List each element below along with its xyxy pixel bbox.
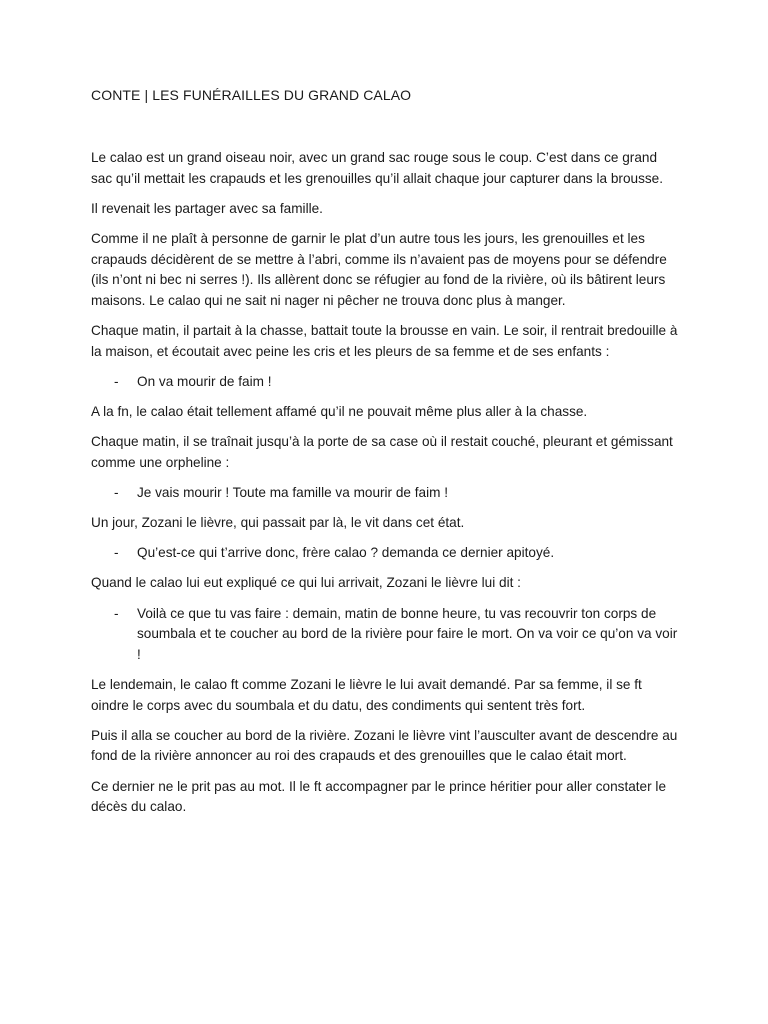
dash-marker: - [114, 373, 119, 389]
document-title: CONTE | LES FUNÉRAILLES DU GRAND CALAO [91, 87, 412, 103]
dialogue-line [91, 483, 679, 504]
dash-marker: - [114, 545, 119, 561]
paragraph: A la fn, le calao était tellement affamé qu’il ne pouvait même plus aller à la chasse. [91, 403, 588, 419]
paragraph: Le lendemain, le calao ft comme Zozani le lièvre le lui avait demandé. Par sa femme, il se ft oindre le corps avec du soumbala et du datu, des condiments qui sentent très fort. [91, 677, 642, 713]
dialogue-text: Je vais mourir ! Toute ma famille va mourir de faim ! [137, 484, 448, 500]
dialogue-line [91, 372, 679, 393]
paragraph: Un jour, Zozani le lièvre, qui passait par là, le vit dans cet état. [91, 515, 465, 531]
dialogue-text: On va mourir de faim ! [137, 373, 272, 389]
paragraph: Puis il alla se coucher au bord de la rivière. Zozani le lièvre vint l’ausculter avant de descendre au fond de la rivière annoncer au roi des crapauds et des grenouilles que le calao était mort. [91, 727, 678, 764]
dialogue-text: Qu’est-ce qui t’arrive donc, frère calao ? demanda ce dernier apitoyé. [137, 545, 555, 561]
paragraph: Ce dernier ne le prit pas au mot. Il le ft accompagner par le prince héritier pour aller constater le décès du calao. [91, 778, 666, 815]
dialogue-line [91, 543, 679, 564]
paragraph: Comme il ne plaît à personne de garnir le plat d’un autre tous les jours, les grenouilles et les crapauds décidèrent de se mettre à l’abri, comme ils n’avaient pas de moyens pour se défendre (ils n’ont ni bec ni serres !). Ils allèrent donc se réfugier au fond de la rivière, où ils bâtirent leurs maisons. Le calao qui ne sait ni nager ni pêcher ne trouva donc plus à manger. [91, 230, 667, 308]
dialogue-text: Voilà ce que tu vas faire : demain, matin de bonne heure, tu vas recouvrir ton corps de soumbala et te coucher au bord de la rivière pour faire le mort. On va voir ce qu’on va voir ! [137, 605, 678, 662]
paragraph: Il revenait les partager avec sa famille. [91, 200, 323, 216]
paragraph: Chaque matin, il se traînait jusqu’à la porte de sa case où il restait couché, pleurant et gémissant comme une orpheline : [91, 434, 673, 470]
dash-marker: - [114, 605, 119, 621]
dash-marker: - [114, 484, 119, 500]
document-page [91, 86, 679, 827]
dialogue-line [91, 604, 679, 666]
paragraph: Le calao est un grand oiseau noir, avec un grand sac rouge sous le coup. C’est dans ce grand sac qu’il mettait les crapauds et les grenouilles qu’il allait chaque jour capturer dans la brousse. [91, 150, 664, 186]
paragraph: Chaque matin, il partait à la chasse, battait toute la brousse en vain. Le soir, il rentrait bredouille à la maison, et écoutait avec peine les cris et les pleurs de sa femme et de ses enfants : [91, 322, 678, 359]
paragraph: Quand le calao lui eut expliqué ce qui lui arrivait, Zozani le lièvre lui dit : [91, 575, 521, 591]
